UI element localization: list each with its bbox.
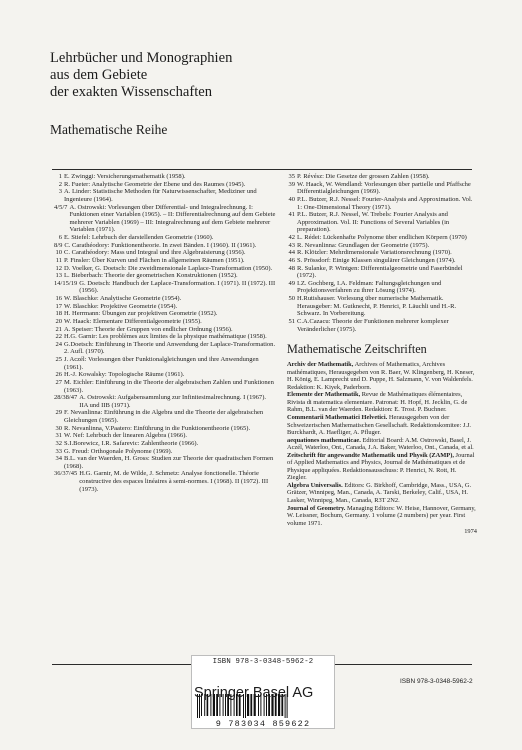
book-number: 13 bbox=[55, 272, 62, 280]
book-entry bbox=[54, 257, 276, 265]
series-title-line-2: aus dem Gebiete bbox=[50, 67, 148, 83]
book-entry bbox=[54, 295, 276, 303]
journal-description: Revue de Mathématiques élémentaires, Rivista di matematica elementare. Patronat: H. Hopf, H. Jecklin, G. de Rahm, B.L. van der Waerden. Redaktion: E. Trost. P. Buchner. bbox=[287, 391, 468, 414]
journal-entry bbox=[287, 414, 477, 437]
book-entry bbox=[287, 173, 477, 181]
isbn-text: ISBN 978-3-0348-5962-2 bbox=[400, 678, 473, 685]
book-number: 12 bbox=[55, 264, 62, 272]
book-title: C. Carathéodory: Funktionentheorie. In zwei Bänden. I (1960). II (1961). bbox=[64, 241, 257, 249]
book-entry bbox=[54, 280, 276, 295]
book-number: 31 bbox=[55, 432, 62, 440]
book-entry bbox=[54, 204, 276, 235]
book-title: P.L. Butzer, R.J. Nessel: Fourier-Analysis and Approximation. Vol. 1: One-Dimensional Theory (1971). bbox=[297, 195, 473, 211]
book-entry bbox=[287, 295, 477, 318]
barcode-isbn-label: ISBN 978-3-0348-5962-2 bbox=[212, 658, 314, 666]
book-entry bbox=[54, 234, 276, 242]
series-subtitle: Mathematische Reihe bbox=[50, 122, 168, 137]
book-entry bbox=[54, 181, 276, 189]
book-title: G. Doetsch: Handbuch der Laplace-Transformation. I (1971). II (1972). III (1956). bbox=[79, 279, 276, 295]
book-title: W. Haack: Elementare Differentialgeometrie (1955). bbox=[64, 317, 202, 325]
book-title: R. Klötzler: Mehrdimensionale Variationsrechnung (1970). bbox=[297, 249, 452, 257]
top-divider bbox=[52, 169, 472, 170]
journal-name: Zeitschrift für angewandte Mathematik und Physik (ZAMP), bbox=[287, 451, 454, 459]
book-title: R. Nevanlinna: Grundlagen der Geometrie (1975). bbox=[297, 241, 430, 249]
book-entry bbox=[54, 341, 276, 356]
book-title: S. Prössdorf: Einige Klassen singulärer Gleichungen (1974). bbox=[297, 256, 456, 264]
journal-entry bbox=[287, 361, 477, 391]
book-list-right-entries bbox=[287, 173, 477, 333]
book-entry bbox=[287, 211, 477, 234]
journal-description: Herausgegeben von der Schweizerischen Mathematischen Gesellschaft. Redaktionskomitee: J.J. Burckhardt, A. Haefliger, A. Pfluger. bbox=[287, 413, 472, 437]
book-list-right bbox=[287, 173, 477, 536]
book-number: 20 bbox=[55, 317, 62, 325]
book-number: 33 bbox=[55, 447, 62, 455]
book-number: 22 bbox=[55, 333, 62, 341]
year-code: 1974 bbox=[464, 528, 477, 536]
book-entry bbox=[54, 379, 276, 394]
book-entry bbox=[54, 371, 276, 379]
barcode-digits: 9 783034 859622 bbox=[215, 719, 311, 729]
book-number: 28/38/47 bbox=[54, 394, 78, 402]
book-number: 11 bbox=[55, 256, 62, 264]
book-entry bbox=[287, 196, 477, 211]
journal-description: Archives of Mathematics, Archives mathématiques, Herausgegeben von R. Baer, W. Klingenberg, H. Kneser, H. König, E. Lamprecht und D. Puppe, H. Salzmann, V. von Waldenfels. Redaktion: K. Kiyek, Paderborn. bbox=[287, 361, 475, 391]
book-entry bbox=[54, 303, 276, 311]
book-entry bbox=[287, 181, 477, 196]
book-title: L. Bieberbach: Theorie der geometrischen Konstruktionen (1952). bbox=[64, 272, 238, 280]
book-title: H.G. Garnir, M. de Wilde, J. Schmetz: Analyse fonctionelle. Théorie constructive des espaces linéaires à semi-normes. I (1968). II (1972). III (1973). bbox=[79, 470, 269, 493]
book-entry bbox=[54, 242, 276, 250]
book-number: 10 bbox=[55, 249, 62, 257]
book-entry bbox=[54, 448, 276, 456]
book-title: I.Z. Gochberg, I.A. Feldman: Faltungsgleichungen und Projektionsverfahren zu ihrer Lösung (1974). bbox=[297, 279, 442, 295]
book-number: 44 bbox=[288, 249, 295, 257]
book-title: F. Nevanlinna: Einführung in die Algebra und die Theorie der algebraischen Gleichungen (1965). bbox=[64, 409, 264, 424]
book-title: E. Stiefel: Lehrbuch der darstellenden Geometrie (1960). bbox=[64, 234, 214, 241]
book-number: 16 bbox=[55, 295, 62, 302]
book-entry bbox=[54, 432, 276, 440]
journal-entry bbox=[287, 482, 477, 505]
journal-entry bbox=[287, 452, 477, 482]
book-title: S.I.Borewicz, I.R. Safarevic: Zahlentheorie (1966). bbox=[64, 439, 199, 447]
book-title: J. Aczél: Vorlesungen über Funktionalgleichungen und ihre Anwendungen (1961). bbox=[64, 356, 259, 371]
series-title-line-3: der exakten Wissenschaften bbox=[50, 84, 213, 100]
book-number: 30 bbox=[55, 424, 62, 432]
book-entry bbox=[54, 272, 276, 280]
book-number: 21 bbox=[55, 325, 62, 333]
book-entry bbox=[54, 333, 276, 341]
book-number: 43 bbox=[288, 241, 295, 249]
journal-name: Archiv der Mathematik, bbox=[287, 361, 354, 369]
book-number: 8/9 bbox=[54, 241, 63, 249]
book-number: 4/5/7 bbox=[54, 203, 68, 211]
journal-name: Elemente der Mathematik, bbox=[287, 391, 361, 399]
book-title: H.Rutishauser. Vorlesung über numerische Mathematik. Herausgeber: M. Gutknecht, P. Henrici, P. Läuchli und H.-R. Schwarz. In Vorbereitung. bbox=[297, 295, 457, 318]
series-title bbox=[50, 50, 450, 101]
book-title: P. Finsler: Über Kurven und Flächen in allgemeinen Räumen (1951). bbox=[64, 256, 245, 264]
book-number: 39 bbox=[288, 180, 295, 188]
book-entry bbox=[287, 265, 477, 280]
book-title: W. Blaschke: Analytische Geometrie (1954). bbox=[64, 295, 182, 302]
book-entry bbox=[54, 455, 276, 470]
book-title: D. Voelker, G. Doetsch: Die zweidimensionale Laplace-Transformation (1950). bbox=[64, 264, 273, 272]
book-number: 42 bbox=[288, 234, 295, 241]
book-entry bbox=[54, 440, 276, 448]
book-title: A. Speiser: Theorie der Gruppen von endlicher Ordnung (1956). bbox=[64, 325, 233, 333]
journals-heading: Mathematische Zeitschriften bbox=[287, 342, 427, 357]
book-number: 29 bbox=[55, 409, 62, 417]
publisher-name: Springer Basel AG bbox=[194, 685, 314, 701]
book-title: W. Blaschke: Projektive Geometrie (1954). bbox=[64, 302, 178, 310]
book-title: C. Carathéodory: Mass und Integral und ihre Algebraisierung (1956). bbox=[64, 249, 246, 257]
book-entry bbox=[287, 318, 477, 333]
book-title: W. Haack, W. Wendland: Vorlesungen über partielle und Pfaffsche Differentialgleichungen (1969). bbox=[297, 180, 471, 196]
book-entry bbox=[287, 242, 477, 250]
book-number: 27 bbox=[55, 378, 62, 386]
book-number: 24 bbox=[55, 340, 62, 348]
journal-description: Editorial Board: A.M. Ostrowski, Basel, J. Aczél, Waterloo, Ont., Canada, J.A. Baker, Waterloo, Ont., Canada, et al. bbox=[287, 436, 474, 452]
book-number: 32 bbox=[55, 439, 62, 447]
book-title: H.G. Garnir: Les problèmes aux limites de la physique mathématique (1958). bbox=[64, 333, 267, 341]
book-number: 40 bbox=[288, 195, 295, 203]
book-title: M. Eichler: Einführung in die Theorie der algebraischen Zahlen und Funktionen (1963). bbox=[64, 378, 274, 394]
book-number: 49 bbox=[288, 279, 295, 287]
book-entry bbox=[54, 173, 276, 181]
book-number: 26 bbox=[55, 371, 62, 379]
book-entry bbox=[287, 234, 477, 242]
journal-description: Managing Editors: W. Heise, Hannover, Germany, W. Leissner, Bochum, Germany. 1 volume (2 numbers) per year. First volume 1971. bbox=[287, 504, 476, 527]
journal-name: Journal of Geometry. bbox=[287, 504, 346, 512]
book-entry bbox=[54, 394, 276, 409]
journal-entry bbox=[287, 437, 477, 452]
book-entry bbox=[54, 249, 276, 257]
book-number: 25 bbox=[55, 356, 62, 363]
book-number: 46 bbox=[288, 256, 295, 264]
book-title: P.L. Butzer, R.J. Nessel, W. Trebels: Fourier Analysis and Approximation. Vol. II: Functions of Several Variables (in preparation). bbox=[297, 211, 450, 234]
book-number: 2 bbox=[58, 180, 62, 188]
book-title: H. Herrmann: Übungen zur projektiven Geometrie (1952). bbox=[64, 310, 218, 318]
book-number: 17 bbox=[55, 302, 62, 310]
book-entry bbox=[54, 265, 276, 273]
book-title: P. Révész: Die Gesetze der grossen Zahlen (1958). bbox=[297, 173, 430, 180]
book-number: 41 bbox=[288, 211, 295, 219]
journal-list bbox=[287, 361, 477, 527]
book-title: R. Nevanlinna, V.Paatero: Einführung in die Funktionentheorie (1965). bbox=[64, 424, 251, 432]
journal-name: aequationes mathematicae. bbox=[287, 436, 361, 444]
book-title: R. Fueter: Analytische Geometrie der Ebene und des Raumes (1945). bbox=[64, 180, 246, 188]
journal-entry bbox=[287, 391, 477, 414]
book-title: B.L. van der Waerden, H. Gross: Studien zur Theorie der quadratischen Formen (1968). bbox=[64, 455, 274, 470]
book-title: R. Sulanke, P. Wintgen: Differentialgeometrie und Faserbündel (1972). bbox=[297, 264, 463, 280]
book-title: A. Ostrowski: Vorlesungen über Differential- und Integralrechnung. I: Funktionen einer Variablen (1965). – II: Differentialrechnung auf dem Gebiete mehrerer Variablen (1969) – III: Integralrechnung auf dem Gebiete mehrerer Variablen (1971). bbox=[69, 203, 276, 234]
book-number: 18 bbox=[55, 310, 62, 318]
series-title-line-1: Lehrbücher und Monographien bbox=[50, 50, 233, 66]
book-entry bbox=[54, 310, 276, 318]
journal-description: Journal of Applied Mathematics and Physics, Journal de Mathématiques et de Physique appliquées. Redaktionsausschuss: P. Henrici, N. Rott, H. Ziegler. bbox=[287, 451, 475, 482]
book-title: G.Doetsch: Einführung in Theorie und Anwendung der Laplace-Transformation. 2. Aufl. (1970). bbox=[64, 340, 276, 356]
book-list-left bbox=[54, 173, 276, 493]
book-entry bbox=[54, 326, 276, 334]
book-title: L. Rédei: Lückenhafte Polynome über endlichen Körpern (1970) bbox=[297, 234, 467, 241]
book-title: E. Zwinggi: Versicherungsmathematik (1958). bbox=[64, 173, 186, 180]
book-number: 36/37/45 bbox=[54, 470, 78, 478]
book-number: 34 bbox=[55, 455, 62, 463]
book-number: 1 bbox=[58, 173, 62, 180]
book-entry bbox=[54, 425, 276, 433]
book-number: 35 bbox=[288, 173, 295, 180]
book-entry bbox=[54, 318, 276, 326]
journal-entry bbox=[287, 505, 477, 528]
book-title: H.-J. Kowalsky: Topologische Räume (1961). bbox=[64, 371, 185, 379]
book-title: A. Ostrowski: Aufgabensammlung zur Infinitesimalrechnung. I (1967). IIA und IIB (1971). bbox=[79, 394, 267, 409]
journal-description: Editors: G. Birkhoff, Cambridge, Mass., USA, G. Grätzer, Winnipeg, Man., Canada, A. Tarski, Berkeley, Calif., USA, H. Lasker, Winnipeg, Man., Canada, R3T 2N2. bbox=[287, 481, 472, 504]
book-entry bbox=[54, 409, 276, 424]
book-entry bbox=[287, 280, 477, 295]
book-number: 14/15/19 bbox=[54, 279, 78, 287]
book-entry bbox=[287, 257, 477, 265]
book-entry bbox=[54, 470, 276, 493]
book-title: A. Linder: Statistische Methoden für Naturwissenschafter, Mediziner und Ingenieure (1964). bbox=[64, 188, 257, 203]
book-title: G. Freud: Orthogonale Polynome (1969). bbox=[64, 447, 173, 455]
journal-name: Commentarii Mathematici Helvetici. bbox=[287, 413, 388, 421]
book-entry bbox=[54, 188, 276, 203]
book-title: W. Nef: Lehrbuch der linearen Algebra (1966). bbox=[64, 432, 188, 440]
book-number: 51 bbox=[288, 317, 295, 325]
book-title: C.A.Cazacu: Theorie der Funktionen mehrerer komplexer Veränderlicher (1975). bbox=[297, 317, 449, 333]
book-number: 48 bbox=[288, 264, 295, 272]
book-number: 50 bbox=[288, 295, 295, 302]
book-entry bbox=[54, 356, 276, 371]
book-entry bbox=[287, 249, 477, 257]
book-number: 3 bbox=[58, 188, 62, 196]
journal-name: Algebra Universalis. bbox=[287, 481, 343, 489]
book-number: 6 bbox=[58, 234, 62, 241]
